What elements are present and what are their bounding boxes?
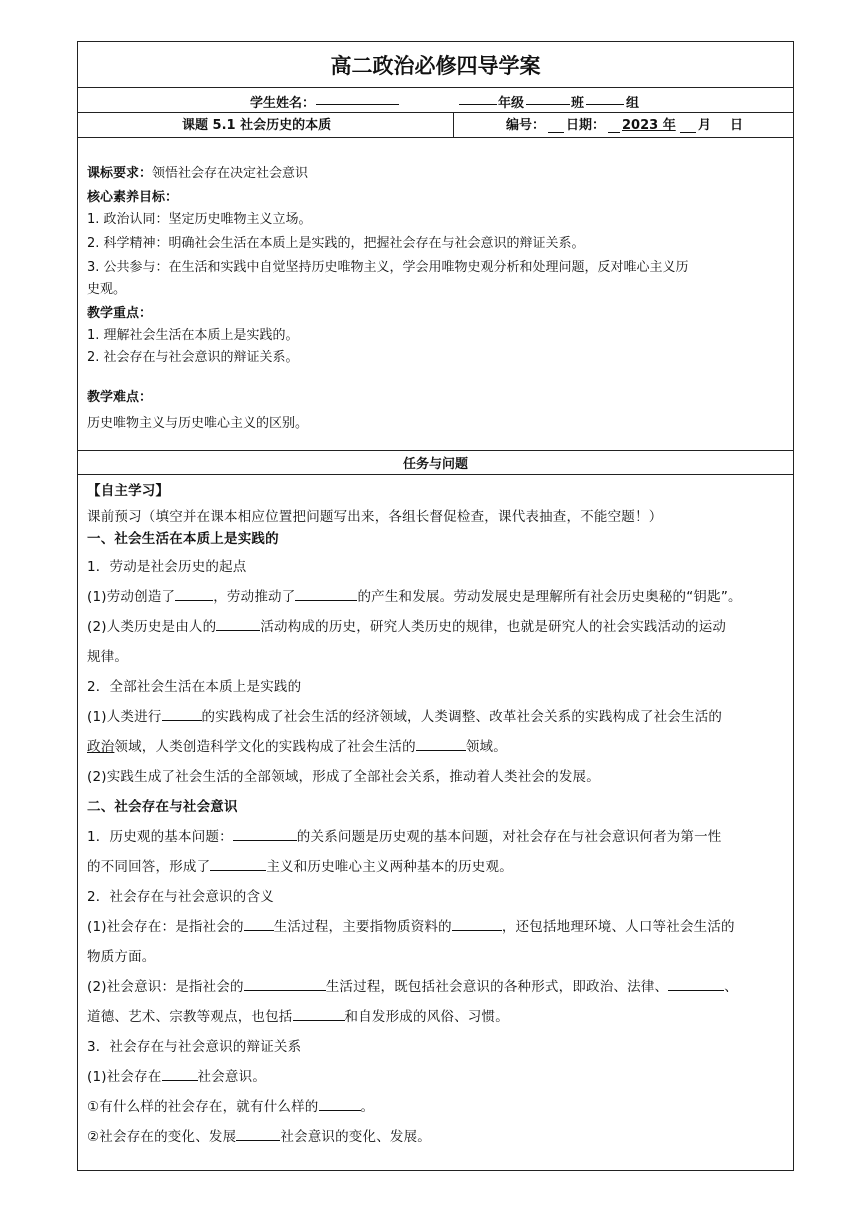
fill-blank[interactable] [175, 586, 213, 601]
fill-line-6-cont [87, 1005, 509, 1025]
text: 社会意识。 [197, 1069, 267, 1085]
class-label: 班 [571, 96, 585, 111]
fill-blank[interactable] [244, 976, 326, 991]
text: (1)社会存在：是指社会的 [87, 919, 244, 935]
fill-line-4-cont [87, 855, 513, 875]
title-row [78, 42, 793, 88]
fill-line-2-cont: 规律。 [87, 649, 129, 665]
text: 领域，人类创造科学文化的实践构成了社会生活的 [114, 739, 416, 755]
text: ，劳动推动了 [213, 589, 296, 605]
text: 社会意识的变化、发展。 [280, 1129, 432, 1145]
key-item: 1. 理解社会生活在本质上是实践的。 [87, 328, 299, 343]
core-item: 3. 公共参与：在生活和实践中自觉坚持历史唯物主义，学会用唯物史观分析和处理问题，反对唯心主义历 [87, 260, 689, 275]
text: (2)人类历史是由人的 [87, 619, 217, 635]
class-blank[interactable] [526, 90, 570, 105]
key-item: 2. 社会存在与社会意识的辩证关系。 [87, 350, 299, 365]
fill-line-3-cont [87, 735, 507, 755]
text: 和自发形成的风俗、习惯。 [344, 1009, 509, 1025]
date-pre-blank[interactable] [608, 118, 620, 133]
text: 主义和历史唯心主义两种基本的历史观。 [266, 859, 513, 875]
text: (1)人类进行 [87, 709, 162, 725]
serial-blank[interactable] [548, 118, 564, 133]
text: ，还包括地理环境、人口等社会生活的 [501, 919, 735, 935]
month-blank[interactable] [680, 118, 696, 133]
difficulty-label: 教学难点： [87, 390, 153, 405]
fill-line-6 [87, 975, 738, 995]
fill-blank[interactable] [416, 736, 466, 751]
student-name-blank[interactable] [316, 90, 399, 105]
day-label: 日 [730, 118, 744, 133]
item-1-2: 2．全部社会生活在本质上是实践的 [87, 679, 302, 695]
fill-blank[interactable] [452, 916, 502, 931]
fill-line-5 [87, 915, 735, 935]
key-label: 教学重点： [87, 306, 153, 321]
year-text: 2023 年 [622, 118, 676, 133]
fill-line-4 [87, 825, 722, 845]
item-2-3: 3．社会存在与社会意识的辩证关系 [87, 1039, 302, 1055]
date-label: 日期： [566, 118, 606, 133]
fill-blank[interactable] [244, 916, 274, 931]
fill-line-9 [87, 1125, 431, 1145]
grade-blank[interactable] [459, 90, 497, 105]
text: 。 [360, 1099, 375, 1115]
fill-line-1 [87, 585, 742, 605]
fill-blank[interactable] [216, 616, 260, 631]
item-1-1: 1．劳动是社会历史的起点 [87, 559, 247, 575]
core-item: 史观。 [87, 282, 127, 297]
fill-blank[interactable] [162, 1066, 198, 1081]
text: ②社会存在的变化、发展 [87, 1129, 237, 1145]
fill-line-5-cont: 物质方面。 [87, 949, 156, 965]
preview-note: 课前预习（填空并在课本相应位置把问题写出来，各组长督促检查，课代表抽查，不能空题！） [87, 509, 663, 525]
item-2-2: 2．社会存在与社会意识的含义 [87, 889, 274, 905]
topic-row [78, 113, 793, 138]
requirement-label: 课标要求： [87, 166, 153, 181]
difficulty-text: 历史唯物主义与历史唯心主义的区别。 [87, 416, 309, 431]
text: 的不同回答，形成了 [87, 859, 211, 875]
section-1-title: 一、社会生活在本质上是实践的 [87, 531, 279, 547]
text: 、 [724, 979, 738, 995]
student-name-label: 学生姓名： [250, 96, 316, 111]
core-item: 2. 科学精神：明确社会生活在本质上是实践的，把握社会存在与社会意识的辩证关系。 [87, 236, 585, 251]
fill-blank[interactable] [210, 856, 266, 871]
text: (1)社会存在 [87, 1069, 162, 1085]
fill-line-2 [87, 615, 726, 635]
tasks-header-text: 任务与问题 [402, 457, 468, 472]
topic-divider [453, 113, 454, 137]
fill-blank[interactable] [295, 586, 357, 601]
tasks-header [78, 451, 793, 475]
student-info-row [78, 88, 793, 113]
text: 1．历史观的基本问题： [87, 829, 233, 845]
text: 道德、艺术、宗教等观点，也包括 [87, 1009, 293, 1025]
text: 活动构成的历史，研究人类历史的规律，也就是研究人的社会实践活动的运动 [260, 619, 727, 635]
text: (1)劳动创造了 [87, 589, 176, 605]
fill-line-8 [87, 1095, 374, 1115]
core-label: 核心素养目标： [87, 190, 179, 205]
text: 的实践构成了社会生活的经济领域，人类调整、改革社会关系的实践构成了社会生活的 [201, 709, 723, 725]
section-2-title: 二、社会存在与社会意识 [87, 799, 238, 815]
text: 的关系问题是历史观的基本问题，对社会存在与社会意识何者为第一性 [296, 829, 722, 845]
text: 生活过程，主要指物质资料的 [273, 919, 452, 935]
fill-line-7 [87, 1065, 266, 1085]
tasks-section [78, 475, 793, 1172]
fill-blank[interactable] [162, 706, 202, 721]
month-label: 月 [698, 118, 712, 133]
self-study-label: 【自主学习】 [87, 483, 170, 499]
fill-blank[interactable] [668, 976, 724, 991]
text: ①有什么样的社会存在，就有什么样的 [87, 1099, 319, 1115]
topic-title: 课题 5.1 社会历史的本质 [182, 118, 332, 133]
grade-label: 年级 [498, 96, 525, 111]
requirement-line [87, 162, 308, 181]
goals-section [78, 138, 793, 451]
fill-blank[interactable] [233, 826, 297, 841]
core-item: 1. 政治认同：坚定历史唯物主义立场。 [87, 212, 312, 227]
fill-blank[interactable] [236, 1126, 280, 1141]
worksheet-table [77, 41, 794, 1171]
fill-line-3 [87, 705, 722, 725]
fill-blank[interactable] [293, 1006, 345, 1021]
group-blank[interactable] [586, 90, 624, 105]
fill-blank[interactable] [319, 1096, 361, 1111]
text: (2)社会意识：是指社会的 [87, 979, 244, 995]
serial-label: 编号： [506, 118, 546, 133]
text: 的产生和发展。劳动发展史是理解所有社会历史奥秘的“钥匙”。 [357, 589, 742, 605]
item-1-2b: (2)实践生成了社会生活的全部领域，形成了全部社会关系，推动着人类社会的发展。 [87, 769, 600, 785]
page-title: 高二政治必修四导学案 [330, 53, 541, 78]
text: 生活过程，既包括社会意识的各种形式，即政治、法律、 [325, 979, 669, 995]
group-label: 组 [626, 96, 640, 111]
requirement-text: 领悟社会存在决定社会意识 [152, 166, 309, 181]
text: 领域。 [465, 739, 507, 755]
underlined-text: 政治 [87, 739, 115, 755]
